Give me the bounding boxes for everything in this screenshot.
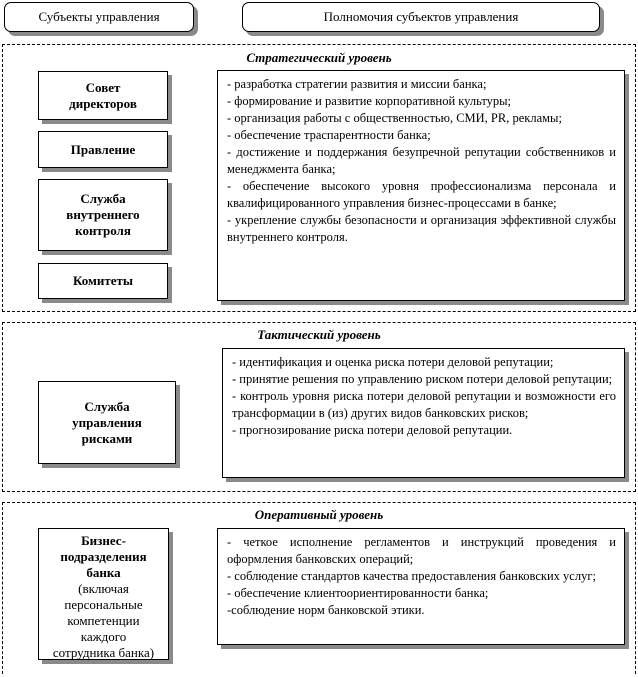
- subject-line: банка: [86, 565, 121, 580]
- subject-business-units: [38, 528, 169, 660]
- header-powers: [242, 2, 600, 32]
- subject-line: Служба: [80, 191, 126, 206]
- header-subjects-label: Субъекты управления: [38, 9, 160, 24]
- power-item: - обеспечение клиентоориентированности банка;: [227, 586, 489, 600]
- power-item: - укрепление службы безопасности и организация эффективной службы внутреннего контроля.: [227, 213, 616, 244]
- subject-line: Комитеты: [72, 273, 134, 288]
- power-item: - идентификация и оценка риска потери деловой репутации;: [232, 355, 554, 369]
- section-operational-title: Оперативный уровень: [254, 507, 384, 522]
- subject-line: контроля: [75, 223, 131, 238]
- subject-line: директоров: [69, 95, 137, 111]
- subject-internal-control: [38, 179, 168, 251]
- subject-note-line: компетенции: [67, 613, 140, 628]
- subject-note-line: (включая: [78, 581, 129, 596]
- power-item: - четкое исполнение регламентов и инструкций проведения и оформления банковских операций;: [227, 535, 616, 566]
- power-item: - достижение и поддержания безупречной репутации собственников и менеджмента банка;: [227, 145, 616, 176]
- power-item: - обеспечение высокого уровня профессионализма персонала и квалифицированного управления бизнес-процессами в банке;: [227, 179, 616, 210]
- subject-line: внутреннего: [66, 207, 140, 222]
- subject-line: управления: [72, 414, 142, 430]
- subject-line: Совет: [85, 79, 121, 95]
- subject-committees: [38, 263, 168, 299]
- header-powers-label: Полномочия субъектов управления: [323, 9, 519, 24]
- subject-management-board: [38, 131, 168, 168]
- subject-line: подразделения: [60, 549, 147, 564]
- subject-line: рисками: [81, 430, 133, 446]
- power-item: - принятие решения по управлению риском потери деловой репутации;: [232, 372, 613, 386]
- subject-risk-management: [38, 381, 176, 464]
- power-item: - разработка стратегии развития и миссии банка;: [227, 77, 487, 91]
- section-strategic-title: Стратегический уровень: [246, 50, 392, 65]
- power-item: - обеспечение траспарентности банка;: [227, 128, 431, 142]
- power-item: - соблюдение стандартов качества предоставления банковских услуг;: [227, 569, 596, 583]
- power-item: -соблюдение норм банковской этики.: [227, 603, 425, 617]
- subject-line: Служба: [84, 398, 130, 414]
- subject-board-of-directors: [38, 71, 168, 120]
- powers-operational: [217, 528, 625, 645]
- power-item: - контроль уровня риска потери деловой репутации и возможности его трансформации в (из) других видов банковских рисков;: [232, 389, 616, 420]
- powers-strategic: [217, 70, 625, 301]
- subject-note-line: каждого: [80, 629, 127, 644]
- powers-tactical: [222, 348, 625, 478]
- power-item: - прогнозирование риска потери деловой репутации.: [232, 423, 513, 437]
- power-item: - формирование и развитие корпоративной культуры;: [227, 94, 511, 108]
- section-tactical-title: Тактический уровень: [257, 327, 381, 342]
- subject-note-line: сотрудника банка): [52, 645, 155, 660]
- power-item: - организация работы с общественностью, СМИ, PR, рекламы;: [227, 111, 562, 125]
- subject-line: Бизнес-: [81, 533, 126, 548]
- subject-line: Правление: [70, 141, 136, 157]
- subject-note-line: персональные: [64, 597, 143, 612]
- header-subjects: [4, 2, 194, 32]
